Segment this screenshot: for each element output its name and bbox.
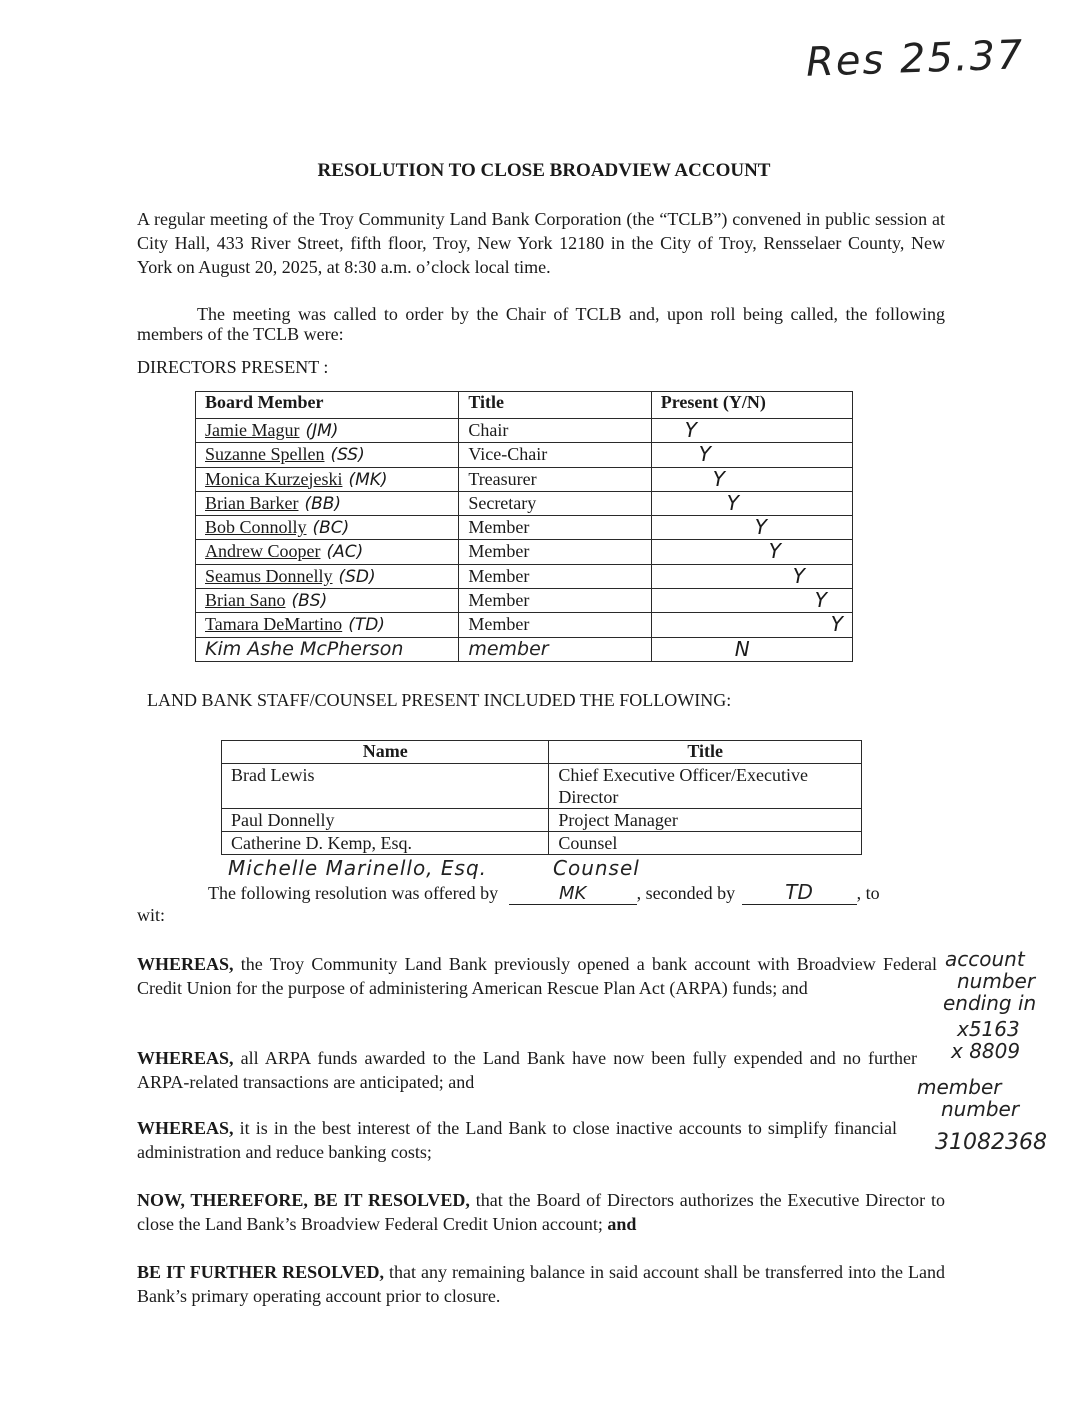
- note-line: number: [957, 969, 1036, 993]
- staff-name: Brad Lewis: [222, 764, 549, 809]
- present-mark: N: [734, 636, 750, 661]
- director-row: [196, 443, 853, 467]
- note-line: ending in: [943, 991, 1037, 1015]
- present-mark: Y: [814, 588, 827, 613]
- further-resolved-clause: [137, 1260, 945, 1308]
- offered-by-initials: MK: [558, 883, 587, 904]
- note-line: 31082368: [935, 1130, 1047, 1155]
- staff-title: Counsel: [549, 832, 862, 855]
- director-name: Suzanne Spellen: [205, 444, 325, 465]
- director-name-cell: [196, 491, 459, 515]
- present-mark: Y: [792, 563, 805, 588]
- staff-row: [222, 832, 862, 855]
- directors-present-label: DIRECTORS PRESENT :: [137, 357, 329, 377]
- staff-title: Project Manager: [549, 809, 862, 832]
- staff-title: Chief Executive Officer/Executive Director: [549, 764, 862, 809]
- director-title-cell: [459, 467, 651, 491]
- clause-text: the Troy Community Land Bank previously opened a bank account with Broadview Federal Credit Union for the purpose of administering American Rescue Plan Act (ARPA) funds; and: [137, 954, 937, 998]
- director-title: Member: [468, 614, 530, 635]
- wit-text: wit:: [137, 905, 166, 925]
- seconded-by-initials: TD: [785, 880, 813, 904]
- note-line: account: [945, 947, 1025, 971]
- director-name: Jamie Magur: [205, 420, 300, 440]
- intro-paragraph: A regular meeting of the Troy Community Land Bank Corporation (the “TCLB”) convened in public session at City Hall, 433 River Street, fifth floor, Troy, New York 12180 in the City of Troy, Rensselaer County, New York on August 20, 2025, at 8:30 a.m. o’clock local time.: [137, 209, 945, 277]
- director-row: [196, 637, 853, 661]
- director-title: member: [468, 637, 549, 660]
- motion-seconded-text: , seconded by: [636, 883, 736, 903]
- director-present-cell: [651, 491, 852, 515]
- director-initials: (BB): [304, 493, 342, 514]
- clause-text: that any remaining balance in said account shall be transferred into the Land Bank’s primary operating account prior to closure.: [137, 1262, 945, 1306]
- clause-text: that the Board of Directors authorizes the Executive Director to close the Land Bank’s Broadview Federal Credit Union account;: [137, 1190, 945, 1234]
- call-to-order-paragraph: The meeting was called to order by the Chair of TCLB and, upon roll being called, the following members of the TCLB were:: [137, 304, 945, 344]
- director-title-cell: [459, 491, 651, 515]
- directors-header-row: [196, 392, 853, 419]
- director-initials: (TD): [348, 615, 385, 636]
- director-name-cell: [196, 613, 459, 637]
- director-present-cell: [651, 443, 852, 467]
- staff-present-label: LAND BANK STAFF/COUNSEL PRESENT INCLUDED THE FOLLOWING:: [147, 690, 732, 710]
- whereas-clause-1: [137, 952, 937, 1000]
- director-present-cell: [651, 613, 852, 637]
- director-title-cell: [459, 637, 651, 661]
- director-name: Bob Connolly: [205, 517, 307, 538]
- director-title: Member: [468, 541, 530, 562]
- header-title: Title: [459, 392, 651, 419]
- director-name-cell: [196, 637, 459, 661]
- staff-row: [222, 764, 862, 809]
- directors-table: [195, 391, 853, 662]
- clause-lead: WHEREAS,: [137, 954, 234, 974]
- director-name: Monica Kurzejeski: [205, 468, 343, 489]
- director-title: Member: [468, 565, 530, 586]
- director-name-cell: [196, 564, 459, 588]
- clause-lead: NOW, THEREFORE, BE IT RESOLVED,: [137, 1190, 470, 1210]
- staff-name: Catherine D. Kemp, Esq.: [222, 832, 549, 855]
- handwritten-staff-name: Michelle Marinello, Esq.: [228, 856, 488, 880]
- director-name-cell: [196, 443, 459, 467]
- note-line: x5163: [957, 1017, 1020, 1041]
- director-initials: (SS): [330, 445, 365, 466]
- director-initials: (MK): [348, 469, 388, 490]
- resolution-title: RESOLUTION TO CLOSE BROADVIEW ACCOUNT: [317, 160, 771, 181]
- motion-to-text: , to: [856, 883, 880, 903]
- director-title: Member: [468, 517, 530, 538]
- staff-row: [222, 809, 862, 832]
- present-mark: Y: [768, 539, 781, 564]
- director-initials: (BC): [312, 518, 350, 539]
- motion-line: [208, 880, 880, 905]
- director-title-cell: [459, 419, 651, 443]
- director-present-cell: [651, 564, 852, 588]
- director-row: [196, 613, 853, 637]
- director-initials: (AC): [326, 542, 364, 563]
- director-name: Seamus Donnelly: [205, 565, 333, 586]
- director-present-cell: [651, 589, 852, 613]
- header-staff-title: Title: [549, 741, 862, 764]
- clause-text: all ARPA funds awarded to the Land Bank have now been fully expended and no further ARPA-related transactions are anticipated; and: [137, 1048, 917, 1092]
- director-title-cell: [459, 589, 651, 613]
- director-row: [196, 467, 853, 491]
- staff-table: [221, 740, 862, 855]
- director-title-cell: [459, 564, 651, 588]
- director-present-cell: [651, 467, 852, 491]
- whereas-clause-2: [137, 1046, 917, 1094]
- director-title-cell: [459, 540, 651, 564]
- director-row: [196, 540, 853, 564]
- director-name-cell: [196, 467, 459, 491]
- director-present-cell: [651, 419, 852, 443]
- director-row: [196, 564, 853, 588]
- note-line: number: [941, 1097, 1020, 1121]
- clause-text: it is in the best interest of the Land Bank to close inactive accounts to simplify financial administration and reduce banking costs;: [137, 1118, 897, 1162]
- director-name-cell: [196, 540, 459, 564]
- header-name: Name: [222, 741, 549, 764]
- director-name-cell: [196, 419, 459, 443]
- director-title: Chair: [468, 420, 509, 440]
- director-row: [196, 491, 853, 515]
- present-mark: Y: [754, 515, 767, 540]
- resolved-clause: [137, 1188, 945, 1236]
- director-row: [196, 516, 853, 540]
- director-initials: (BS): [291, 591, 328, 612]
- present-mark: Y: [698, 442, 711, 467]
- director-title: Member: [468, 590, 530, 611]
- document-label: Res 25.37: [805, 32, 1026, 86]
- director-title: Treasurer: [468, 468, 537, 489]
- present-mark: Y: [684, 418, 697, 442]
- director-name: Andrew Cooper: [205, 541, 321, 562]
- present-mark: Y: [712, 466, 725, 491]
- motion-offered-text: The following resolution was offered by: [208, 883, 499, 903]
- header-board-member: Board Member: [196, 392, 459, 419]
- director-title: Vice-Chair: [468, 444, 548, 465]
- present-mark: Y: [830, 612, 843, 637]
- header-present: Present (Y/N): [651, 392, 852, 419]
- staff-name: Paul Donnelly: [222, 809, 549, 832]
- director-title: Secretary: [468, 492, 537, 513]
- note-line: member: [917, 1075, 1002, 1099]
- director-present-cell: [651, 637, 852, 661]
- clause-lead: WHEREAS,: [137, 1118, 234, 1138]
- clause-lead: WHEREAS,: [137, 1048, 234, 1068]
- staff-header-row: [222, 741, 862, 764]
- director-present-cell: [651, 540, 852, 564]
- director-initials: (SD): [338, 566, 376, 587]
- clause-tail: and: [602, 1214, 637, 1234]
- present-mark: Y: [726, 490, 739, 515]
- director-present-cell: [651, 516, 852, 540]
- margin-note: [917, 947, 1068, 1155]
- director-row: [196, 419, 853, 443]
- note-line: x 8809: [951, 1039, 1021, 1063]
- clause-lead: BE IT FURTHER RESOLVED,: [137, 1262, 384, 1282]
- director-initials: (JM): [305, 421, 339, 441]
- director-name: Tamara DeMartino: [205, 614, 343, 635]
- director-title-cell: [459, 613, 651, 637]
- director-name: Brian Barker: [205, 492, 299, 513]
- whereas-clause-3: [137, 1116, 897, 1164]
- director-name-cell: [196, 516, 459, 540]
- director-name: Kim Ashe McPherson: [205, 637, 404, 660]
- director-title-cell: [459, 516, 651, 540]
- seconded-by-field: [742, 880, 857, 905]
- director-name: Brian Sano: [205, 590, 286, 611]
- handwritten-staff-title: Counsel: [553, 856, 640, 880]
- director-title-cell: [459, 443, 651, 467]
- director-row: [196, 589, 853, 613]
- offered-by-field: [509, 883, 637, 905]
- director-name-cell: [196, 589, 459, 613]
